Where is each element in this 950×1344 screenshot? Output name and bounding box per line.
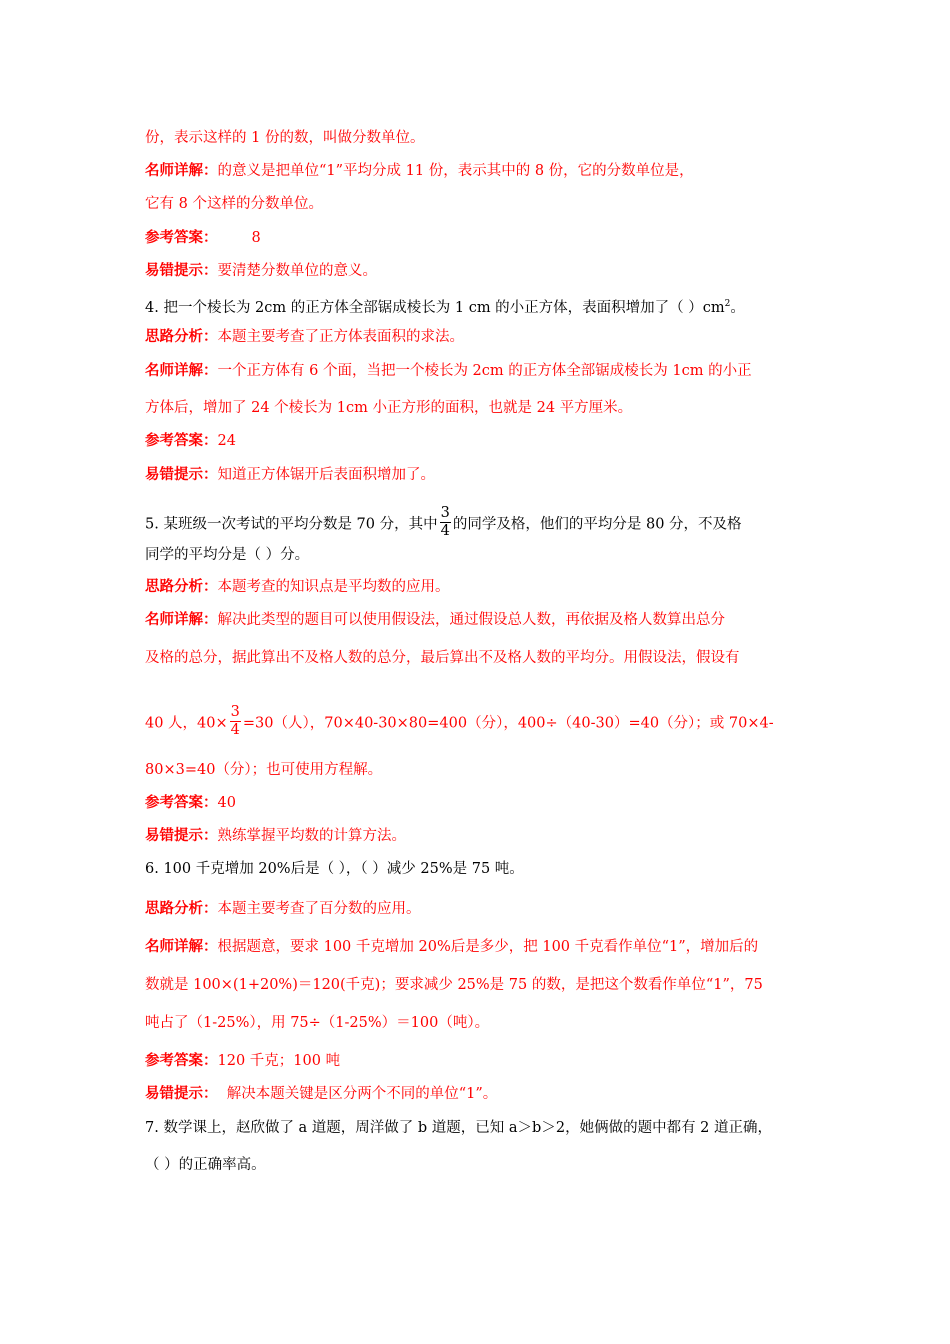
explanation-text: 一个正方体有 6 个面，当把一个棱长为 2cm 的正方体全部锯成棱长为 1cm 的小正: [217, 363, 752, 379]
question-text: 。: [730, 299, 745, 316]
text-line: [145, 128, 424, 148]
analysis-label: 思路分析：: [145, 901, 218, 917]
question-text: 的同学及格，他们的平均分是 80 分，不及格: [452, 516, 742, 533]
teacher-explain-label: 名师详解：: [145, 363, 218, 379]
error-tip-label: 易错提示：: [145, 1086, 218, 1102]
question-text: （ ）的正确率高。: [145, 1157, 266, 1173]
text-line: [145, 706, 774, 741]
question-text: 5. 某班级一次考试的平均分数是 70 分，其中: [145, 516, 438, 533]
fraction-numerator: 3: [440, 505, 450, 521]
error-tip-label: 易错提示：: [145, 828, 218, 844]
text-line: [145, 327, 464, 347]
fraction-denominator: 4: [440, 523, 450, 539]
text-line: [145, 228, 261, 248]
text-line: [145, 431, 236, 451]
text-line: [145, 610, 725, 630]
text-line: [145, 899, 421, 919]
text-line: [145, 577, 450, 597]
text-line: [145, 398, 632, 418]
answer-label: 参考答案：: [145, 230, 218, 246]
analysis-text: 本题主要考查了正方体表面积的求法。: [217, 329, 464, 345]
question-7: [145, 1118, 772, 1138]
question-text: 同学的平均分是（ ）分。: [145, 547, 310, 563]
fraction-numerator: 3: [230, 704, 240, 720]
analysis-label: 思路分析：: [145, 579, 218, 595]
answer-label: 参考答案：: [145, 433, 218, 449]
text-line: [145, 161, 694, 181]
fraction: [440, 505, 451, 540]
explanation-text: =30（人），70×40-30×80=400（分），400÷（40-30）=40（分）；或 70×4-: [242, 715, 774, 732]
text-line: [145, 261, 377, 281]
explanation-text: 40 人，40×: [145, 715, 228, 732]
teacher-explain-label: 名师详解：: [145, 163, 218, 179]
fraction-denominator: 4: [230, 722, 240, 738]
error-tip-label: 易错提示：: [145, 467, 218, 483]
teacher-explain-label: 名师详解：: [145, 939, 218, 955]
text-line: [145, 1155, 266, 1175]
answer-label: 参考答案：: [145, 1053, 218, 1069]
explanation-text: 根据题意，要求 100 千克增加 20%后是多少，把 100 千克看作单位“1”，增加后的: [217, 939, 759, 955]
question-4: [145, 294, 745, 318]
explanation-text: 方体后，增加了 24 个棱长为 1cm 小正方形的面积，也就是 24 平方厘米。: [145, 400, 633, 416]
text-line: [145, 1013, 489, 1033]
answer-text: 120 千克；100 吨: [217, 1053, 341, 1069]
analysis-text: 本题主要考查了百分数的应用。: [217, 901, 421, 917]
explanation-text: 份，表示这样的 1 份的数，叫做分数单位。: [145, 130, 425, 146]
answer-label: 参考答案：: [145, 795, 218, 811]
explanation-text: 吨占了（1-25%），用 75÷（1-25%）＝100（吨）。: [145, 1015, 490, 1031]
text-line: [145, 1084, 497, 1104]
question-text: 7. 数学课上，赵欣做了 a 道题，周洋做了 b 道题，已知 a＞b＞2，她俩做的题中都有 2 道正确，: [145, 1120, 773, 1136]
error-tip-text: 解决本题关键是区分两个不同的单位“1”。: [217, 1086, 498, 1102]
analysis-text: 本题考查的知识点是平均数的应用。: [217, 579, 450, 595]
explanation-text: 80×3=40（分）；也可使用方程解。: [145, 762, 383, 778]
text-line: [145, 648, 740, 668]
explanation-text: 及格的总分，据此算出不及格人数的总分，最后算出不及格人数的平均分。用假设法，假设有: [145, 650, 740, 666]
text-line: [145, 760, 382, 780]
error-tip-text: 要清楚分数单位的意义。: [217, 263, 377, 279]
superscript: 2: [724, 299, 731, 309]
text-line: [145, 545, 309, 565]
text-line: [145, 793, 236, 813]
error-tip-text: 熟练掌握平均数的计算方法。: [217, 828, 406, 844]
explanation-text: 的意义是把单位“1”平均分成 11 份，表示其中的 8 份，它的分数单位是，: [217, 163, 694, 179]
text-line: [145, 194, 323, 214]
question-5: [145, 507, 742, 542]
question-text: 4. 把一个棱长为 2cm 的正方体全部锯成棱长为 1 cm 的小正方体，表面积增加了（ ）cm: [145, 299, 725, 316]
answer-text: 8: [251, 230, 261, 246]
explanation-text: 数就是 100×(1+20%)＝120(千克)；要求减少 25%是 75 的数，是把这个数看作单位“1”，75: [145, 977, 763, 993]
text-line: [145, 826, 406, 846]
teacher-explain-label: 名师详解：: [145, 612, 218, 628]
question-text: 6. 100 千克增加 20%后是（ ），（ ）减少 25%是 75 吨。: [145, 861, 524, 877]
answer-text: 40: [217, 795, 236, 811]
text-line: [145, 975, 763, 995]
text-line: [145, 465, 435, 485]
text-line: [145, 937, 758, 957]
question-6: [145, 859, 524, 879]
explanation-text: 解决此类型的题目可以使用假设法，通过假设总人数，再依据及格人数算出总分: [217, 612, 725, 628]
answer-text: 24: [217, 433, 236, 449]
error-tip-text: 知道正方体锯开后表面积增加了。: [217, 467, 435, 483]
explanation-text: 它有 8 个这样的分数单位。: [145, 196, 323, 212]
text-line: [145, 361, 752, 381]
fraction: [230, 704, 241, 739]
text-line: [145, 1051, 340, 1071]
analysis-label: 思路分析：: [145, 329, 218, 345]
error-tip-label: 易错提示：: [145, 263, 218, 279]
